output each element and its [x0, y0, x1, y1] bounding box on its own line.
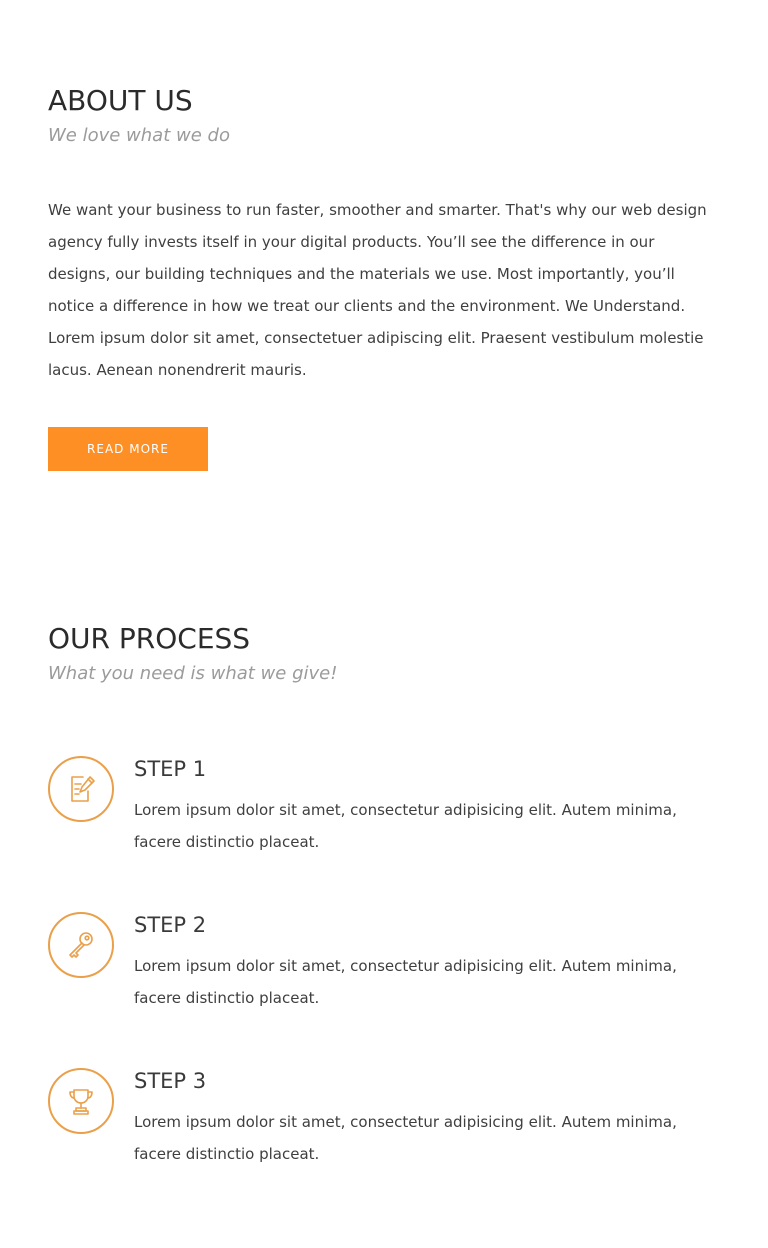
step-3-body: [134, 1066, 724, 1170]
step-text: Lorem ipsum dolor sit amet, consectetur adipisicing elit. Autem minima, facere distinctio placeat.: [134, 801, 677, 851]
step-1-body: [134, 754, 724, 858]
edit-document-icon: [48, 756, 114, 822]
step-2-body: [134, 910, 724, 1014]
process-subtitle: What you need is what we give!: [48, 663, 338, 684]
process-step-3: [48, 1066, 720, 1222]
about-subtitle: We love what we do: [48, 125, 230, 146]
step-title: STEP 1: [134, 757, 207, 781]
trophy-icon: [48, 1068, 114, 1134]
read-more-button[interactable]: READ MORE: [48, 427, 208, 471]
step-text: Lorem ipsum dolor sit amet, consectetur adipisicing elit. Autem minima, facere distinctio placeat.: [134, 957, 677, 1007]
process-steps: [48, 754, 720, 1222]
about-title: ABOUT US: [48, 84, 193, 117]
step-title: STEP 2: [134, 913, 207, 937]
about-body-text: We want your business to run faster, smoother and smarter. That's why our web design agency fully invests itself in your digital products. You’ll see the difference in our designs, our building techniques and the materials we use. Most importantly, you’ll notice a difference in how we treat our clients and the environment. We Understand. Lorem ipsum dolor sit amet, consectetuer adipiscing elit. Praesent vestibulum molestie lacus. Aenean nonendrerit mauris.: [48, 201, 707, 379]
about-section: [48, 84, 720, 471]
key-icon: [48, 912, 114, 978]
process-title: OUR PROCESS: [48, 622, 251, 655]
step-title: STEP 3: [134, 1069, 207, 1093]
process-step-2: [48, 910, 720, 1066]
step-text: Lorem ipsum dolor sit amet, consectetur adipisicing elit. Autem minima, facere distinctio placeat.: [134, 1113, 677, 1163]
process-section: [48, 622, 720, 1163]
process-step-1: [48, 754, 720, 910]
